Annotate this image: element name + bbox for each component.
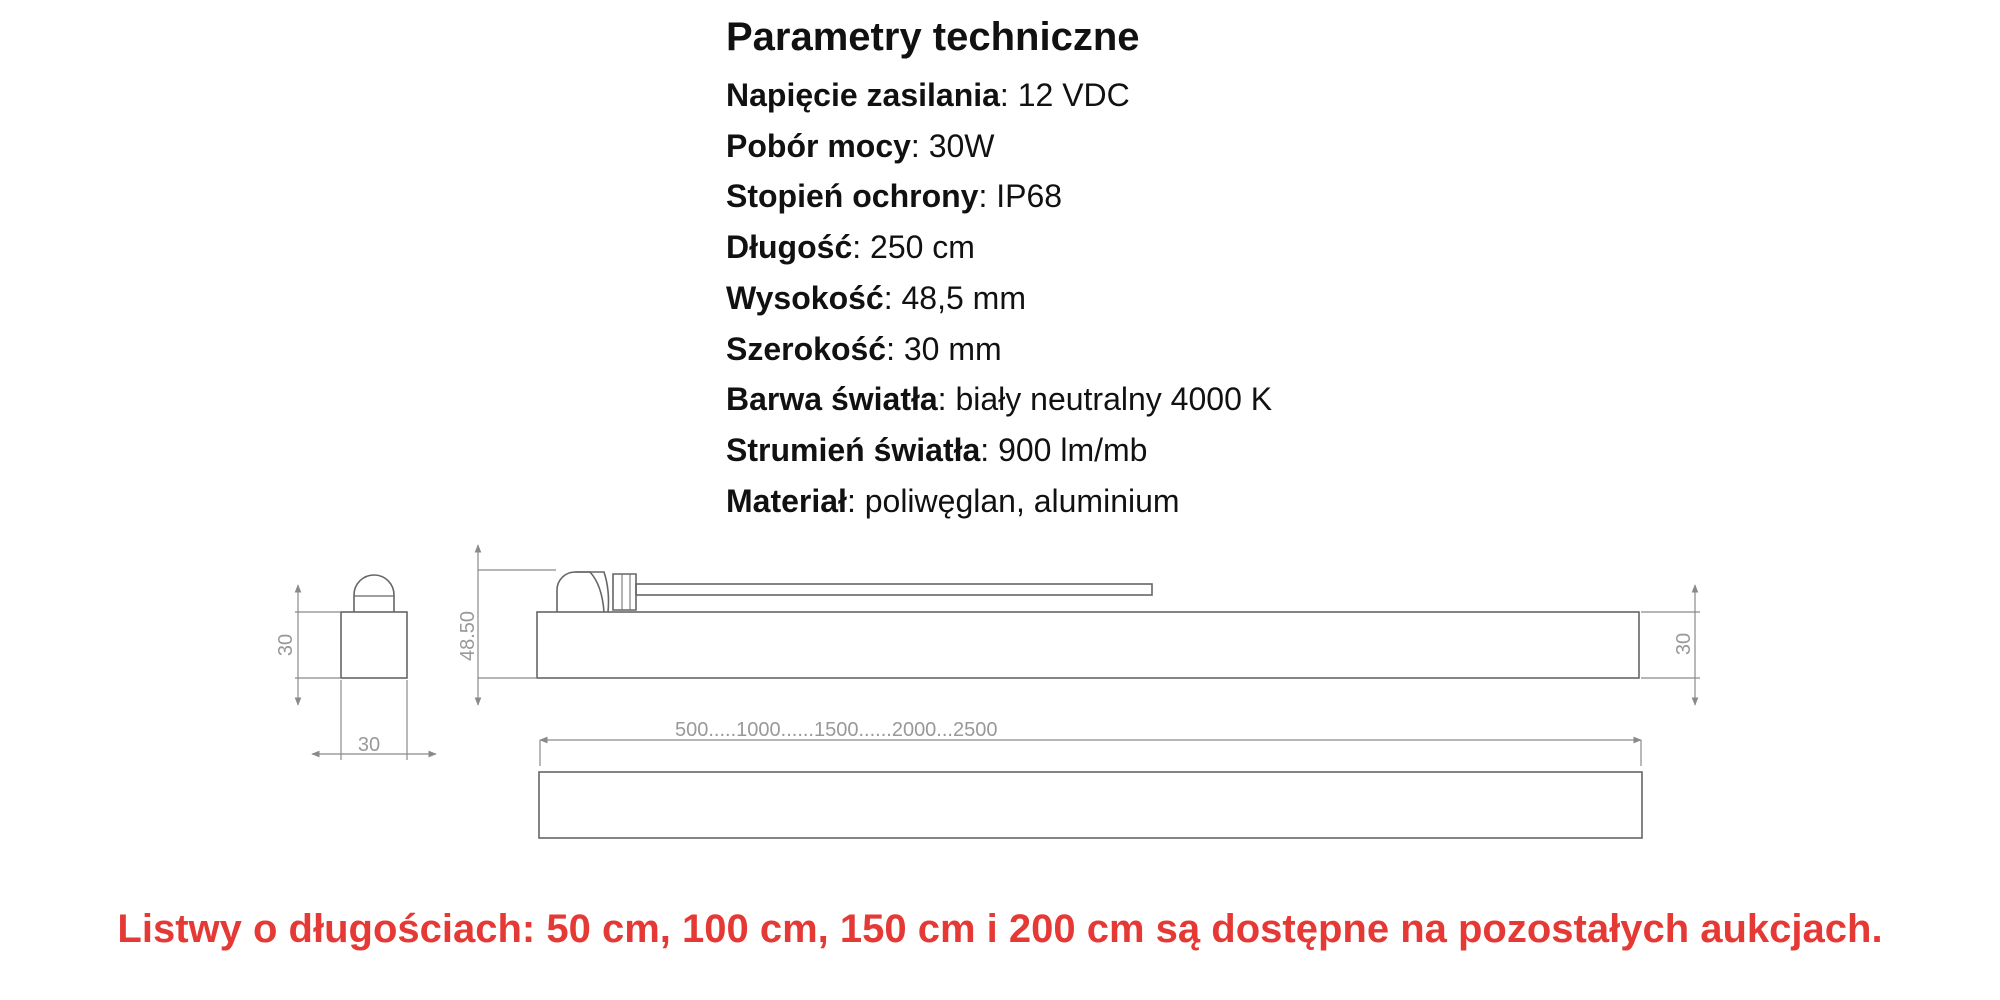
spec-label: Wysokość bbox=[726, 279, 884, 316]
spec-value: : 250 cm bbox=[852, 229, 975, 266]
profile-body bbox=[341, 612, 407, 678]
spec-label: Strumień światła bbox=[726, 431, 981, 468]
spec-label: Barwa światła bbox=[726, 381, 938, 418]
spec-label: Szerokość bbox=[726, 330, 887, 367]
spec-value: : 900 lm/mb bbox=[980, 431, 1148, 468]
spec-label: Pobór mocy bbox=[726, 127, 911, 164]
top-view bbox=[539, 740, 1642, 838]
spec-value: : 48,5 mm bbox=[883, 279, 1026, 316]
front-dimensions bbox=[478, 545, 1700, 705]
end-cap bbox=[557, 572, 604, 612]
profile-top bbox=[539, 772, 1642, 838]
availability-notice: Listwy o długościach: 50 cm, 100 cm, 150 cm i 200 cm są dostępne na pozostałych aukcjach. bbox=[117, 907, 1883, 951]
side-view bbox=[341, 575, 407, 678]
dim-total-height: 48.50 bbox=[457, 610, 479, 662]
specs-title: Parametry techniczne bbox=[726, 15, 1140, 59]
cable-connector bbox=[613, 574, 636, 610]
lens-dome bbox=[354, 575, 394, 612]
spec-label: Stopień ochrony bbox=[726, 178, 979, 215]
dim-side-height: 30 bbox=[275, 633, 297, 657]
spec-label: Materiał bbox=[726, 482, 847, 519]
spec-value: : poliwęglan, aluminium bbox=[846, 482, 1180, 519]
front-view bbox=[537, 572, 1639, 678]
spec-label: Długość bbox=[726, 229, 853, 266]
connector-ridges bbox=[622, 574, 630, 610]
spec-value: : 30 mm bbox=[886, 330, 1002, 367]
dim-side-width: 30 bbox=[357, 734, 381, 756]
spec-value: : biały neutralny 4000 K bbox=[937, 381, 1273, 418]
profile-front bbox=[537, 612, 1639, 678]
spec-label: Napięcie zasilania bbox=[726, 77, 1000, 113]
length-scale: 500.....1000......1500......2000...2500 bbox=[675, 719, 998, 741]
spec-value: : 12 VDC bbox=[999, 77, 1130, 113]
dim-right-height: 30 bbox=[1673, 632, 1695, 656]
spec-value: : 30W bbox=[910, 127, 995, 164]
cable bbox=[636, 584, 1152, 595]
spec-value: : IP68 bbox=[978, 178, 1063, 215]
